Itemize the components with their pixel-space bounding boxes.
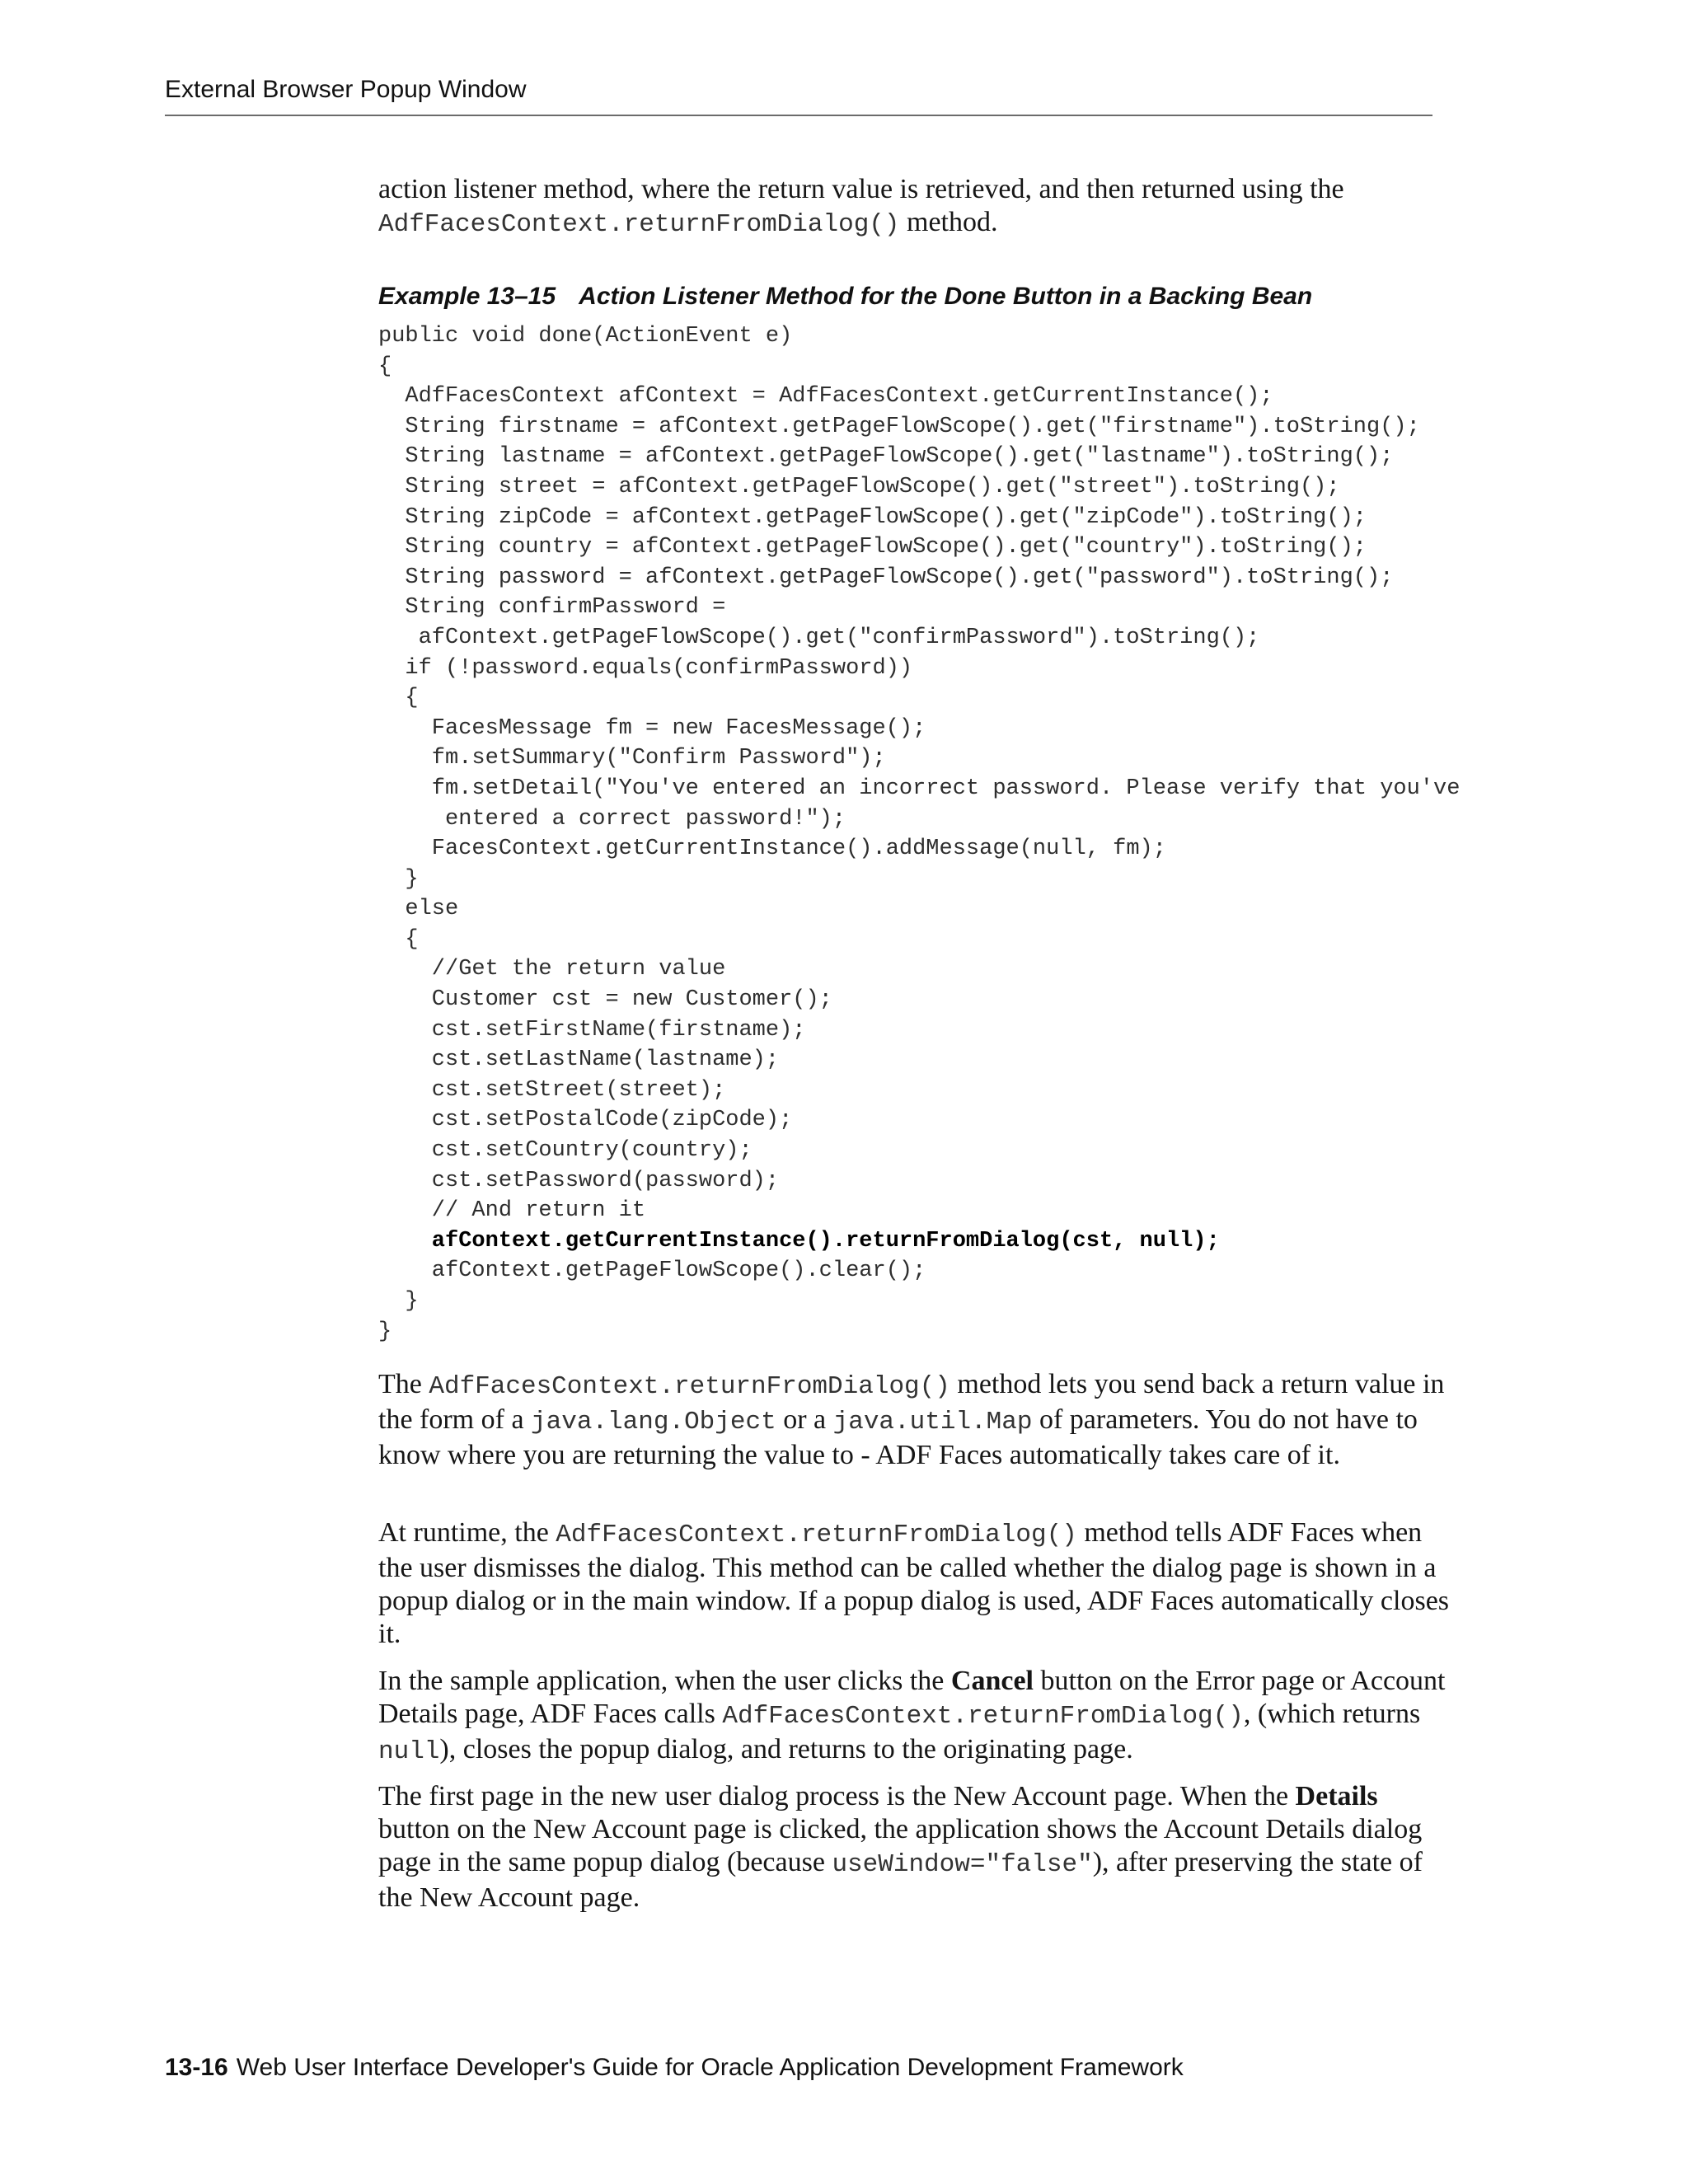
- p3-text-3: , (which returns: [1243, 1699, 1421, 1729]
- p1-code-3: java.util.Map: [832, 1408, 1033, 1436]
- p1-text-1: The: [378, 1369, 429, 1399]
- code-bold-line: afContext.getCurrentInstance().returnFromDialog(cst, null);: [378, 1228, 1220, 1254]
- p3-code-2: null: [378, 1737, 440, 1766]
- p3-text-1: In the sample application, when the user clicks the: [378, 1666, 951, 1696]
- example-title: Action Listener Method for the Done Button in a Backing Bean: [579, 283, 1313, 310]
- p3-bold-cancel: Cancel: [950, 1666, 1034, 1696]
- p3-text-2: button on the Error page or Account Details page, ADF Faces calls: [378, 1666, 1446, 1729]
- p1-text-4: of parameters. You do not have to know where you are returning the value to - ADF Faces automatically takes care of it.: [378, 1404, 1418, 1470]
- p1-code-2: java.lang.Object: [531, 1408, 776, 1436]
- p2-text-1: At runtime, the: [378, 1517, 556, 1548]
- intro-text-end: method.: [899, 207, 998, 237]
- p4-text-2: button on the New Account page is clicked, the application shows the Account Details dialog page in the same popup dialog (because: [378, 1814, 1423, 1877]
- p1-text-3: or a: [776, 1404, 833, 1435]
- paragraph-return-from-dialog: [378, 1368, 1450, 1472]
- intro-paragraph: [378, 173, 1450, 241]
- example-number: Example 13–15: [378, 283, 556, 310]
- intro-code: AdfFacesContext.returnFromDialog(): [378, 210, 900, 239]
- paragraph-new-account: [378, 1780, 1450, 1915]
- p3-text-4: ), closes the popup dialog, and returns to the originating page.: [439, 1734, 1133, 1765]
- code-block-start: public void done(ActionEvent e) { AdfFacesContext afContext = AdfFacesContext.getCurrentInstance(); String firstname = afContext.getPageFlowScope().get("firstname").toString(); String lastname = afContext.getPageFlowScope().get("lastname").toString(); String street = afContext.getPageFlowScope().get("street").toString(); String zipCode = afContext.getPageFlowScope().get("zipCode").toString(); String country = afContext.getPageFlowScope().get("country").toString(); String password = afContext.getPageFlowScope().get("password").toString(); String confirmPassword = afContext.getPageFlowScope().get("confirmPassword").toString(); if (!password.equals(confirmPassword)) { FacesMessage fm = new FacesMessage(); fm.setSummary("Confirm Password"); fm.setDetail("You've entered an incorrect password. Please verify that you've entered a correct password!"); FacesContext.getCurrentInstance().addMessage(null, fm); } else { //Get the return value Customer cst = new Customer(); cst.setFirstName(firstname); cst.setLastName(lastname); cst.setStreet(street); cst.setPostalCode(zipCode); cst.setCountry(country); cst.setPassword(password); // And return it: [378, 324, 1461, 1224]
- running-header: External Browser Popup Window: [165, 76, 527, 103]
- p4-text-1: The first page in the new user dialog process is the New Account page. When the: [378, 1781, 1296, 1811]
- code-listing: [378, 321, 1460, 1347]
- code-block-end: afContext.getPageFlowScope().clear(); } }: [378, 1258, 926, 1344]
- paragraph-cancel: [378, 1665, 1450, 1769]
- paragraph-runtime: [378, 1516, 1450, 1651]
- p3-code-1: AdfFacesContext.returnFromDialog(): [722, 1702, 1244, 1731]
- p1-text-2: method lets you send back a return value in the form of a: [378, 1369, 1445, 1435]
- page-footer: [165, 2054, 1184, 2082]
- p4-text-3: ), after preserving the state of the New Account page.: [378, 1847, 1423, 1913]
- p4-code-1: useWindow="false": [832, 1850, 1093, 1879]
- p4-bold-details: Details: [1295, 1781, 1378, 1811]
- p1-code-1: AdfFacesContext.returnFromDialog(): [429, 1372, 950, 1401]
- p2-code-1: AdfFacesContext.returnFromDialog(): [556, 1521, 1077, 1549]
- book-title: Web User Interface Developer's Guide for Oracle Application Development Framework: [236, 2054, 1184, 2081]
- intro-text: action listener method, where the return value is retrieved, and then returned using the: [378, 174, 1344, 204]
- header-rule: [165, 115, 1432, 116]
- example-caption: [378, 282, 1312, 312]
- page-number: 13-16: [165, 2054, 228, 2081]
- p2-text-2: method tells ADF Faces when the user dismisses the dialog. This method can be called whether the dialog page is shown in a popup dialog or in the main window. If a popup dialog is used, ADF Faces automatically closes it.: [378, 1517, 1450, 1649]
